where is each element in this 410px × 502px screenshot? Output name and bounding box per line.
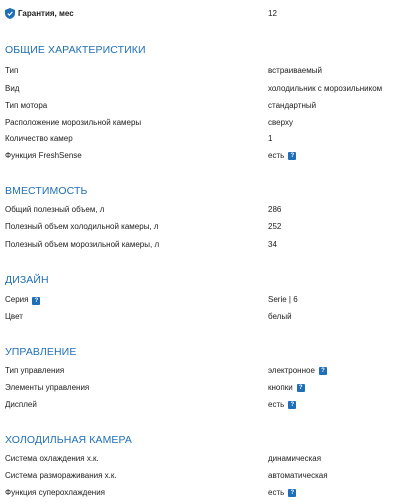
spec-name	[5, 454, 99, 463]
spec-name-text: Цвет	[5, 312, 23, 321]
spec-row	[0, 134, 410, 148]
spec-value	[268, 454, 321, 463]
spec-value-text: холодильник с морозильником	[268, 84, 383, 93]
section-title: ВМЕСТИМОСТЬ	[5, 185, 88, 197]
spec-name-text: Расположение морозильной камеры	[5, 118, 142, 127]
spec-value-text: кнопки	[268, 383, 293, 392]
section-title: ДИЗАЙН	[5, 274, 49, 286]
spec-value	[268, 366, 327, 375]
spec-value-text: Serie | 6	[268, 295, 298, 304]
spec-name	[5, 101, 47, 110]
spec-value-text: есть	[268, 400, 285, 409]
spec-name	[5, 312, 23, 321]
warranty-value: 12	[268, 9, 277, 18]
spec-name-text: Тип	[5, 66, 19, 75]
spec-name	[5, 205, 104, 214]
spec-value-text: электронное	[268, 366, 315, 375]
spec-row	[0, 101, 410, 115]
spec-value	[268, 66, 322, 75]
spec-value	[268, 295, 298, 304]
spec-name-text: Дисплей	[5, 400, 37, 409]
spec-value-text: 34	[268, 240, 277, 249]
spec-name-text: Элементы управления	[5, 383, 90, 392]
spec-name	[5, 222, 159, 231]
help-icon[interactable]: ?	[288, 401, 296, 409]
spec-value-text: стандартный	[268, 101, 317, 110]
spec-value-text: динамическая	[268, 454, 322, 463]
section-title: ХОЛОДИЛЬНАЯ КАМЕРА	[5, 434, 133, 446]
spec-name-text: Система охлаждения х.к.	[5, 454, 99, 463]
spec-name	[5, 151, 82, 160]
spec-name	[5, 134, 73, 143]
spec-name-text: Общий полезный объем, л	[5, 205, 105, 214]
spec-name-text: Полезный объем морозильной камеры, л	[5, 240, 160, 249]
spec-name	[5, 66, 18, 75]
help-icon[interactable]: ?	[297, 384, 305, 392]
spec-value-text: встраиваемый	[268, 66, 322, 75]
spec-value-text: 1	[268, 134, 273, 143]
spec-name-text: Тип управления	[5, 366, 65, 375]
spec-name-text: Функция FreshSense	[5, 151, 82, 160]
spec-row	[0, 312, 410, 326]
spec-value	[268, 118, 293, 127]
spec-name-text: Серия	[5, 295, 29, 304]
spec-value-text: сверху	[268, 118, 293, 127]
spec-name-text: Полезный объем холодильной камеры, л	[5, 222, 159, 231]
spec-name-text: Вид	[5, 84, 20, 93]
warranty-label: Гарантия, мес	[18, 9, 74, 18]
spec-name	[5, 366, 64, 375]
spec-value	[268, 84, 382, 93]
spec-value-text: есть	[268, 488, 285, 497]
spec-value	[268, 222, 281, 231]
help-icon[interactable]: ?	[32, 297, 40, 305]
spec-name-text: Количество камер	[5, 134, 73, 143]
spec-value	[268, 151, 296, 160]
spec-name-text: Тип мотора	[5, 101, 48, 110]
spec-row	[0, 295, 410, 309]
spec-row	[0, 400, 410, 414]
spec-value-text: белый	[268, 312, 292, 321]
spec-row	[0, 471, 410, 485]
spec-row	[0, 118, 410, 132]
spec-value	[268, 488, 296, 497]
spec-value	[268, 400, 296, 409]
spec-name	[5, 240, 159, 249]
spec-name	[5, 295, 40, 305]
spec-row	[0, 84, 410, 98]
spec-value	[268, 312, 292, 321]
spec-value-text: 252	[268, 222, 282, 231]
spec-row	[0, 222, 410, 236]
spec-value	[268, 205, 281, 214]
spec-name	[5, 488, 105, 497]
spec-row	[0, 240, 410, 254]
spec-name	[5, 84, 19, 93]
shield-check-icon	[5, 8, 15, 19]
spec-name	[5, 118, 141, 127]
spec-name-text: Функция суперохлаждения	[5, 488, 105, 497]
spec-name-text: Система размораживания х.к.	[5, 471, 117, 480]
help-icon[interactable]: ?	[319, 367, 327, 375]
spec-value	[268, 383, 305, 392]
spec-value	[268, 134, 272, 143]
warranty-row	[0, 0, 410, 26]
spec-row	[0, 151, 410, 165]
help-icon[interactable]: ?	[288, 489, 296, 497]
spec-name	[5, 383, 89, 392]
spec-row	[0, 454, 410, 468]
spec-value	[268, 240, 277, 249]
spec-value	[268, 471, 328, 480]
spec-name	[5, 471, 117, 480]
spec-row	[0, 205, 410, 219]
spec-value-text: автоматическая	[268, 471, 328, 480]
spec-value-text: 286	[268, 205, 282, 214]
spec-row	[0, 366, 410, 380]
section-title: УПРАВЛЕНИЕ	[5, 346, 77, 358]
spec-row	[0, 383, 410, 397]
spec-row	[0, 66, 410, 80]
spec-name	[5, 400, 37, 409]
section-title: ОБЩИЕ ХАРАКТЕРИСТИКИ	[5, 44, 146, 56]
spec-value	[268, 101, 316, 110]
help-icon[interactable]: ?	[288, 152, 296, 160]
spec-value-text: есть	[268, 151, 285, 160]
